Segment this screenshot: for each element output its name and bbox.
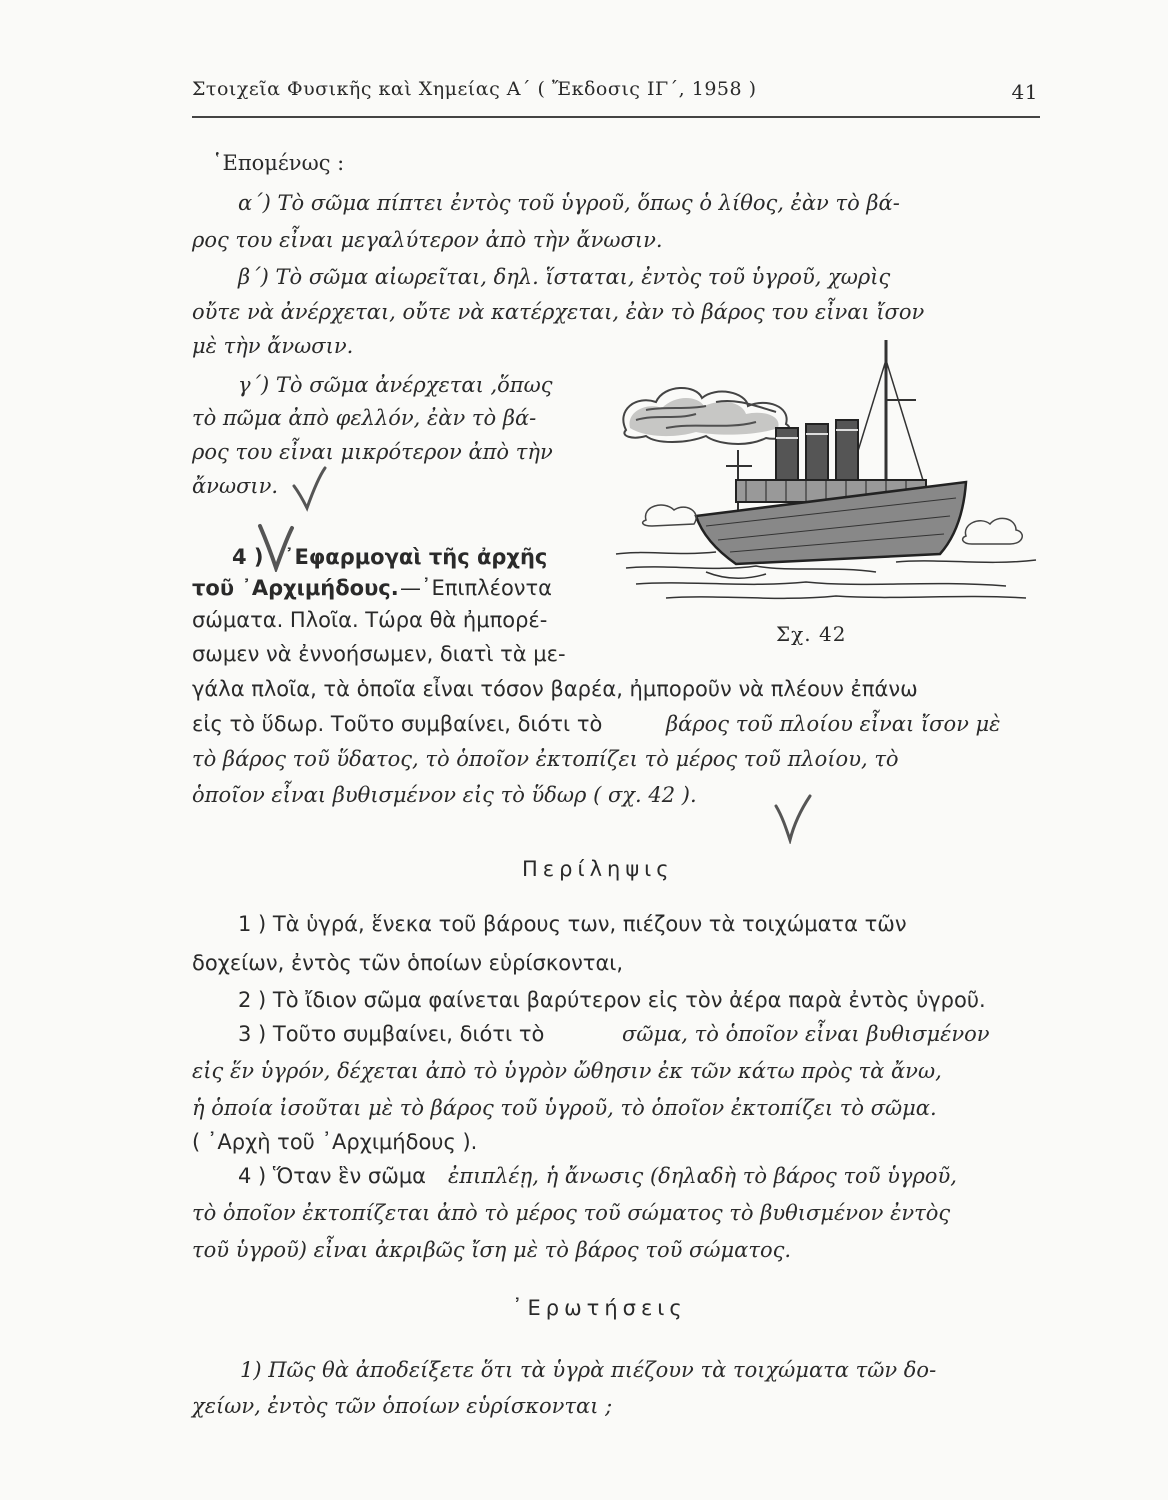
summary-heading: Περίληψις: [522, 857, 674, 881]
summary-item-3-line-2: εἰς ἕν ὑγρόν, δέχεται ἀπὸ τὸ ὑγρὸν ὤθησιν ἐκ τῶν κάτω πρὸς τὰ ἄνω,: [192, 1059, 942, 1083]
section-line-6b: βάρος τοῦ πλοίου εἶναι ἴσον μὲ: [666, 712, 1001, 736]
section-heading-1: ᾿Εφαρμογαὶ τῆς ἀρχῆς: [284, 545, 548, 569]
question-1-line-2: χείων, ἐντὸς τῶν ὁποίων εὑρίσκονται ;: [192, 1394, 613, 1418]
summary-item-3-line-1a: 3 ) Τοῦτο συμβαίνει, διότι τὸ: [238, 1022, 545, 1046]
checkmark-icon: [772, 792, 814, 844]
section-line-4: σωμεν νὰ ἐννοήσωμεν, διατὶ τὰ με-: [192, 642, 566, 666]
case-a-line-1: α΄) Τὸ σῶμα πίπτει ἐντὸς τοῦ ὑγροῦ, ὅπως ὁ λίθος, ἐὰν τὸ βά-: [238, 191, 900, 215]
summary-item-3-line-3: ἡ ὁποία ἰσοῦται μὲ τὸ βάρος τοῦ ὑγροῦ, τὸ ὁποῖον ἐκτοπίζει τὸ σῶμα.: [192, 1096, 937, 1120]
header-title: Στοιχεῖα Φυσικῆς καὶ Χημείας Α΄ ( Ἔκδοσις ΙΓ΄, 1958 ): [192, 78, 757, 100]
case-b-line-1: β΄) Τὸ σῶμα αἰωρεῖται, δηλ. ἵσταται, ἐντὸς τοῦ ὑγροῦ, χωρὶς: [238, 265, 891, 289]
summary-item-3-line-1b: σῶμα, τὸ ὁποῖον εἶναι βυθισμένον: [622, 1022, 990, 1046]
checkmark-icon: [292, 466, 328, 512]
intro-text: ῾Επομένως :: [212, 151, 345, 175]
section-line-6a: εἰς τὸ ὕδωρ. Τοῦτο συμβαίνει, διότι τὸ: [192, 712, 603, 736]
question-1-line-1: 1) Πῶς θὰ ἀποδείξετε ὅτι τὰ ὑγρὰ πιέζουν τὰ τοιχώματα τῶν δο-: [240, 1358, 937, 1382]
case-c-line-3: ρος του εἶναι μικρότερον ἀπὸ τὴν: [192, 440, 553, 464]
running-header: [192, 76, 1040, 118]
section-line-8: ὁποῖον εἶναι βυθισμένον εἰς τὸ ὕδωρ ( σχ. 42 ).: [192, 783, 697, 807]
section-subtitle: —᾿Επιπλέοντα: [400, 576, 553, 600]
case-b-line-3: μὲ τὴν ἄνωσιν.: [192, 334, 354, 358]
summary-item-4-line-1a: 4 ) Ὅταν ἓν σῶμα: [238, 1164, 427, 1188]
case-c-line-4: ἄνωσιν.: [192, 474, 279, 498]
figure-caption: Σχ. 42: [776, 622, 847, 646]
case-b-line-2: οὔτε νὰ ἀνέρχεται, οὔτε νὰ κατέρχεται, ἐὰν τὸ βάρος του εἶναι ἴσον: [192, 300, 925, 324]
section-line-3: σώματα. Πλοῖα. Τώρα θὰ ἠμπορέ-: [192, 608, 548, 632]
steamship-illustration: [606, 340, 1046, 610]
case-c-line-2: τὸ πῶμα ἀπὸ φελλόν, ἐὰν τὸ βά-: [192, 406, 537, 430]
summary-item-3-line-4: ( ᾿Αρχὴ τοῦ ᾿Αρχιμήδους ).: [192, 1130, 478, 1154]
section-number: 4 ): [232, 545, 264, 569]
case-a-line-2: ρος του εἶναι μεγαλύτερον ἀπὸ τὴν ἄνωσιν.: [192, 228, 663, 252]
questions-heading: ᾿Ερωτήσεις: [512, 1296, 687, 1320]
section-line-7: τὸ βάρος τοῦ ὕδατος, τὸ ὁποῖον ἐκτοπίζει τὸ μέρος τοῦ πλοίου, τὸ: [192, 747, 899, 771]
summary-item-2-line-1: 2 ) Τὸ ἴδιον σῶμα φαίνεται βαρύτερον εἰς τὸν ἀέρα παρὰ ἐντὸς ὑγροῦ.: [238, 988, 986, 1012]
page-number: 41: [1011, 80, 1038, 104]
summary-item-4-line-3: τοῦ ὑγροῦ) εἶναι ἀκριβῶς ἴση μὲ τὸ βάρος τοῦ σώματος.: [192, 1238, 792, 1262]
section-heading-2: τοῦ ᾿Αρχιμήδους.: [192, 576, 399, 600]
summary-item-4-line-2: τὸ ὁποῖον ἐκτοπίζεται ἀπὸ τὸ μέρος τοῦ σώματος τὸ βυθισμένον ἐντὸς: [192, 1201, 951, 1225]
case-c-line-1: γ΄) Τὸ σῶμα ἀνέρχεται ,ὅπως: [238, 373, 553, 397]
summary-item-4-line-1b: ἐπιπλέῃ, ἡ ἄνωσις (δηλαδὴ τὸ βάρος τοῦ ὑγροῦ,: [448, 1164, 957, 1188]
section-line-5: γάλα πλοῖα, τὰ ὁποῖα εἶναι τόσον βαρέα, ἠμποροῦν νὰ πλέουν ἐπάνω: [192, 677, 918, 701]
summary-item-1-line-1: 1 ) Τὰ ὑγρά, ἕνεκα τοῦ βάρους των, πιέζουν τὰ τοιχώματα τῶν: [238, 912, 907, 936]
summary-item-1-line-2: δοχείων, ἐντὸς τῶν ὁποίων εὑρίσκονται,: [192, 951, 624, 975]
